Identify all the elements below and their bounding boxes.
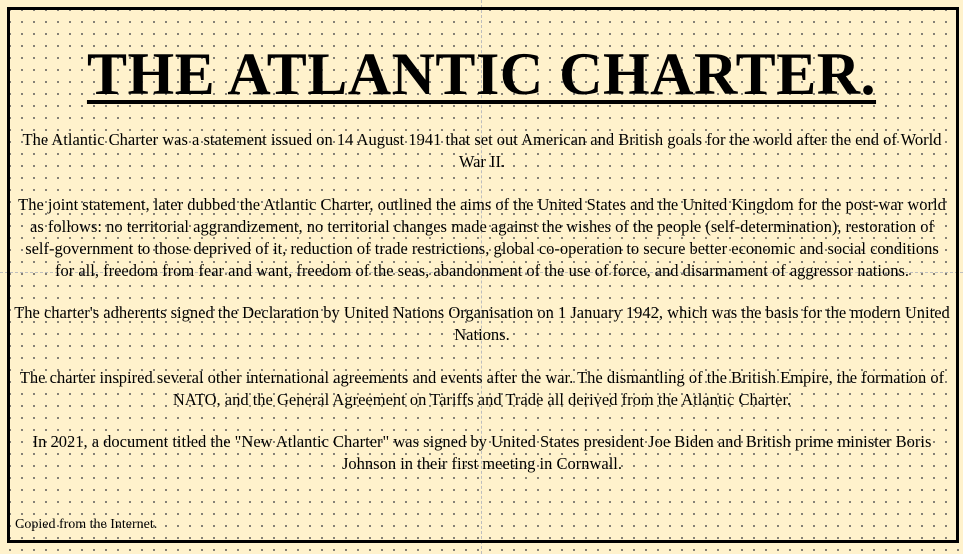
paragraph-new-charter: In 2021, a document titled the "New Atlantic Charter" was signed by United States president Joe Biden and British prime minister Boris Johnson in their first meeting in Cornwall. [32,432,932,473]
paragraph-aims: The joint statement, later dubbed the Atlantic Charter, outlined the aims of the United States and the United Kingdom for the post-war world as follows: no territorial aggrandizement, no territorial changes made against the wishes of the people (self-determination), restoration of self-government to those deprived of it, reduction of trade restrictions, global co-operation to secure better economic and social conditions for all, freedom from fear and want, freedom of the seas, abandonment of the use of force, and disarmament of aggressor nations. [18,194,946,280]
paragraph-legacy: The charter inspired several other international agreements and events after the war. The dismantling of the British Empire, the formation of NATO, and the General Agreement on Tariffs and Trade all derived from the Atlantic Charter. [19,367,945,409]
document-body [14,129,950,496]
document-title-text: THE ATLANTIC CHARTER. [86,41,877,107]
paragraph-declaration: The charter's adherents signed the Declaration by United Nations Organisation on 1 January 1942, which was the basis for the modern United Nations. [14,303,950,344]
paragraph-intro: The Atlantic Charter was a statement issued on 14 August 1941 that set out American and British goals for the world after the end of World War II. [22,130,942,171]
source-note: Copied from the Internet. [15,517,158,532]
document-title [0,40,963,108]
